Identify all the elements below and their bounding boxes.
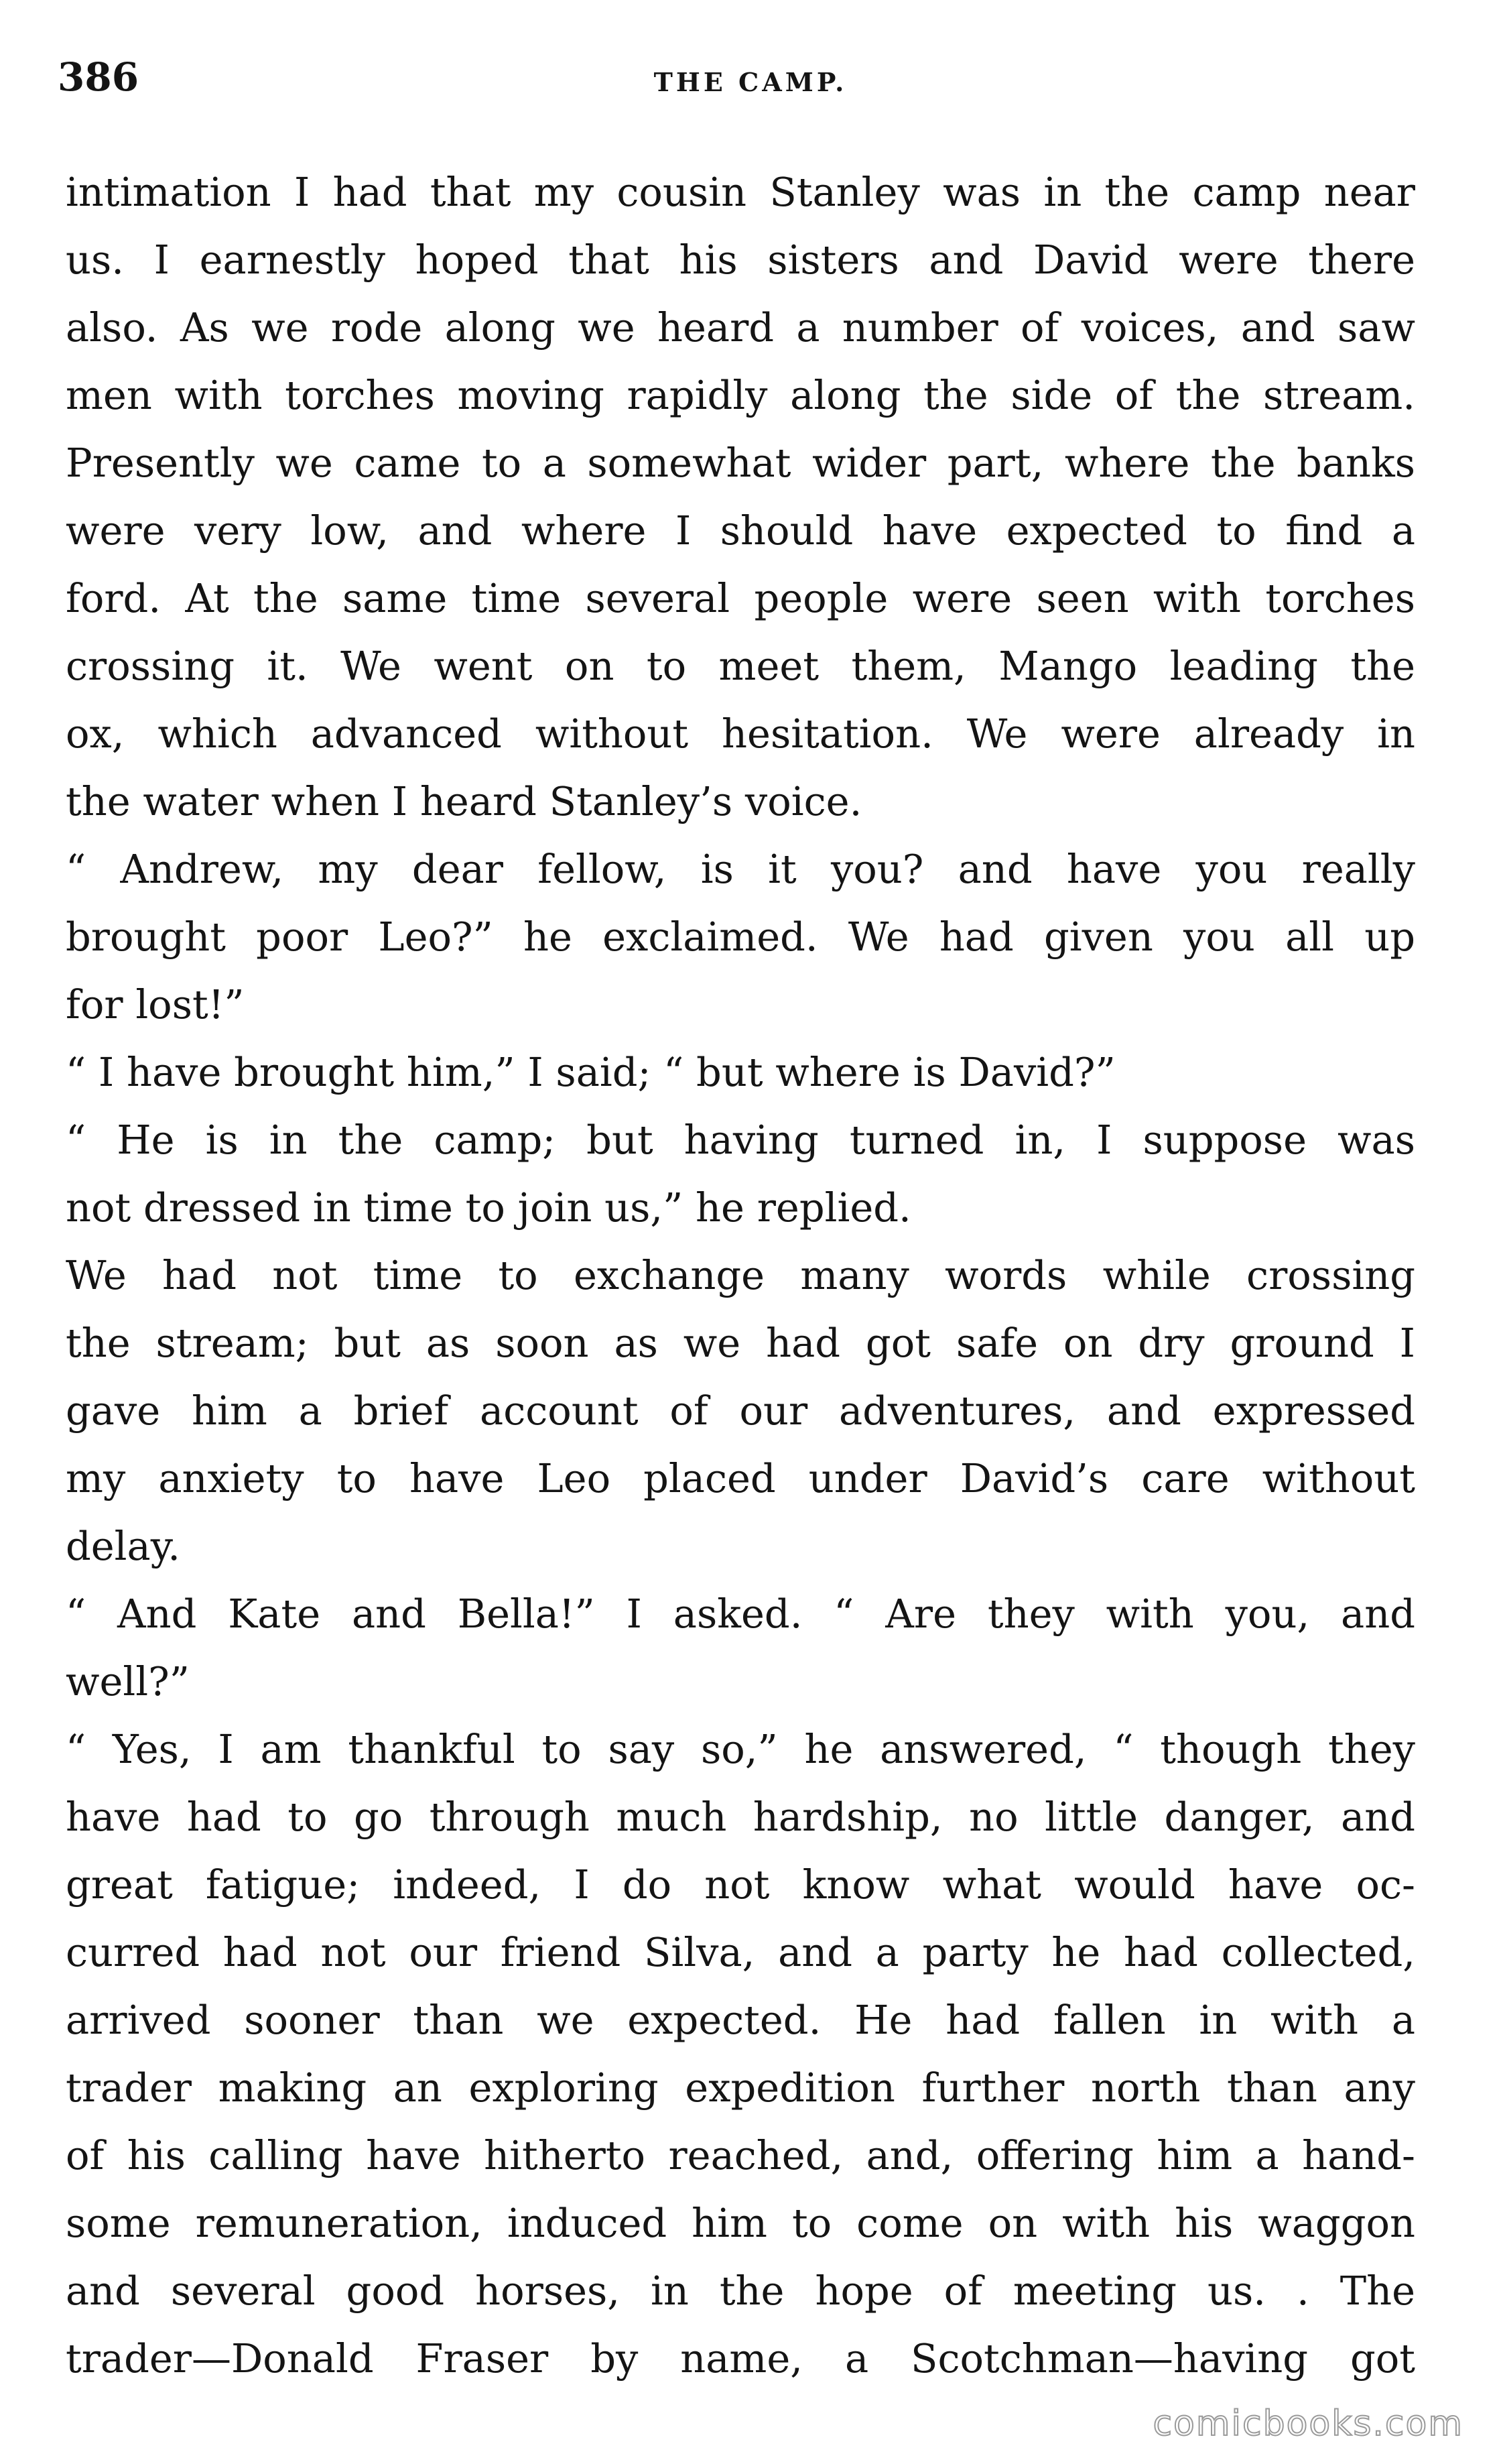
text-line: well?”	[66, 1658, 190, 1705]
text-line: Presently we came to a somewhat wider part, where the banks	[66, 440, 1415, 486]
text-line: trader making an exploring expedition further north than any	[66, 2065, 1415, 2111]
text-line: “ And Kate and Bella!” I asked. “ Are they with you, and	[66, 1591, 1415, 1637]
text-line: ford. At the same time several people were seen with torches	[66, 575, 1415, 621]
text-line: We had not time to exchange many words while crossing	[66, 1252, 1415, 1298]
text-line: trader—Donald Fraser by name, a Scotchman—having got	[66, 2335, 1415, 2382]
text-line: us. I earnestly hoped that his sisters and David were there	[66, 237, 1415, 283]
text-line: intimation I had that my cousin Stanley was in the camp near	[66, 169, 1415, 215]
text-line: not dressed in time to join us,” he replied.	[66, 1184, 911, 1231]
text-line: men with torches moving rapidly along the side of the stream.	[66, 372, 1415, 418]
text-line: crossing it. We went on to meet them, Mango leading the	[66, 643, 1415, 689]
text-line: ox, which advanced without hesitation. We were already in	[66, 711, 1415, 757]
text-line: of his calling have hitherto reached, and, offering him a hand-	[66, 2132, 1415, 2178]
text-line: “ He is in the camp; but having turned in, I suppose was	[66, 1117, 1415, 1163]
text-line: “ Yes, I am thankful to say so,” he answered, “ though they	[66, 1726, 1415, 1772]
text-line: arrived sooner than we expected. He had fallen in with a	[66, 1997, 1415, 2043]
text-line: curred had not our friend Silva, and a party he had collected,	[66, 1929, 1415, 1975]
page-number: 386	[58, 54, 139, 100]
text-line: “ I have brought him,” I said; “ but where is David?”	[66, 1049, 1116, 1095]
text-line: delay.	[66, 1523, 180, 1569]
text-line: “ Andrew, my dear fellow, is it you? and have you really	[66, 846, 1415, 892]
body-text	[66, 158, 1415, 2392]
text-line: gave him a brief account of our adventures, and expressed	[66, 1388, 1415, 1434]
text-line: for lost!”	[66, 981, 245, 1028]
text-line: some remuneration, induced him to come on with his waggon	[66, 2200, 1415, 2246]
running-head: THE CAMP.	[653, 67, 848, 97]
text-line: my anxiety to have Leo placed under David’s care without	[66, 1455, 1415, 1501]
text-line: also. As we rode along we heard a number of voices, and saw	[66, 304, 1415, 351]
text-line: great fatigue; indeed, I do not know what would have oc-	[66, 1861, 1415, 1908]
watermark: comicbooks.com	[1153, 2404, 1463, 2444]
text-line: were very low, and where I should have expected to find a	[66, 507, 1415, 554]
text-line: have had to go through much hardship, no little danger, and	[66, 1794, 1415, 1840]
text-line: and several good horses, in the hope of meeting us. . The	[66, 2268, 1415, 2314]
text-line: the water when I heard Stanley’s voice.	[66, 778, 862, 824]
text-line: the stream; but as soon as we had got safe on dry ground I	[66, 1320, 1415, 1366]
text-line: brought poor Leo?” he exclaimed. We had given you all up	[66, 914, 1415, 960]
